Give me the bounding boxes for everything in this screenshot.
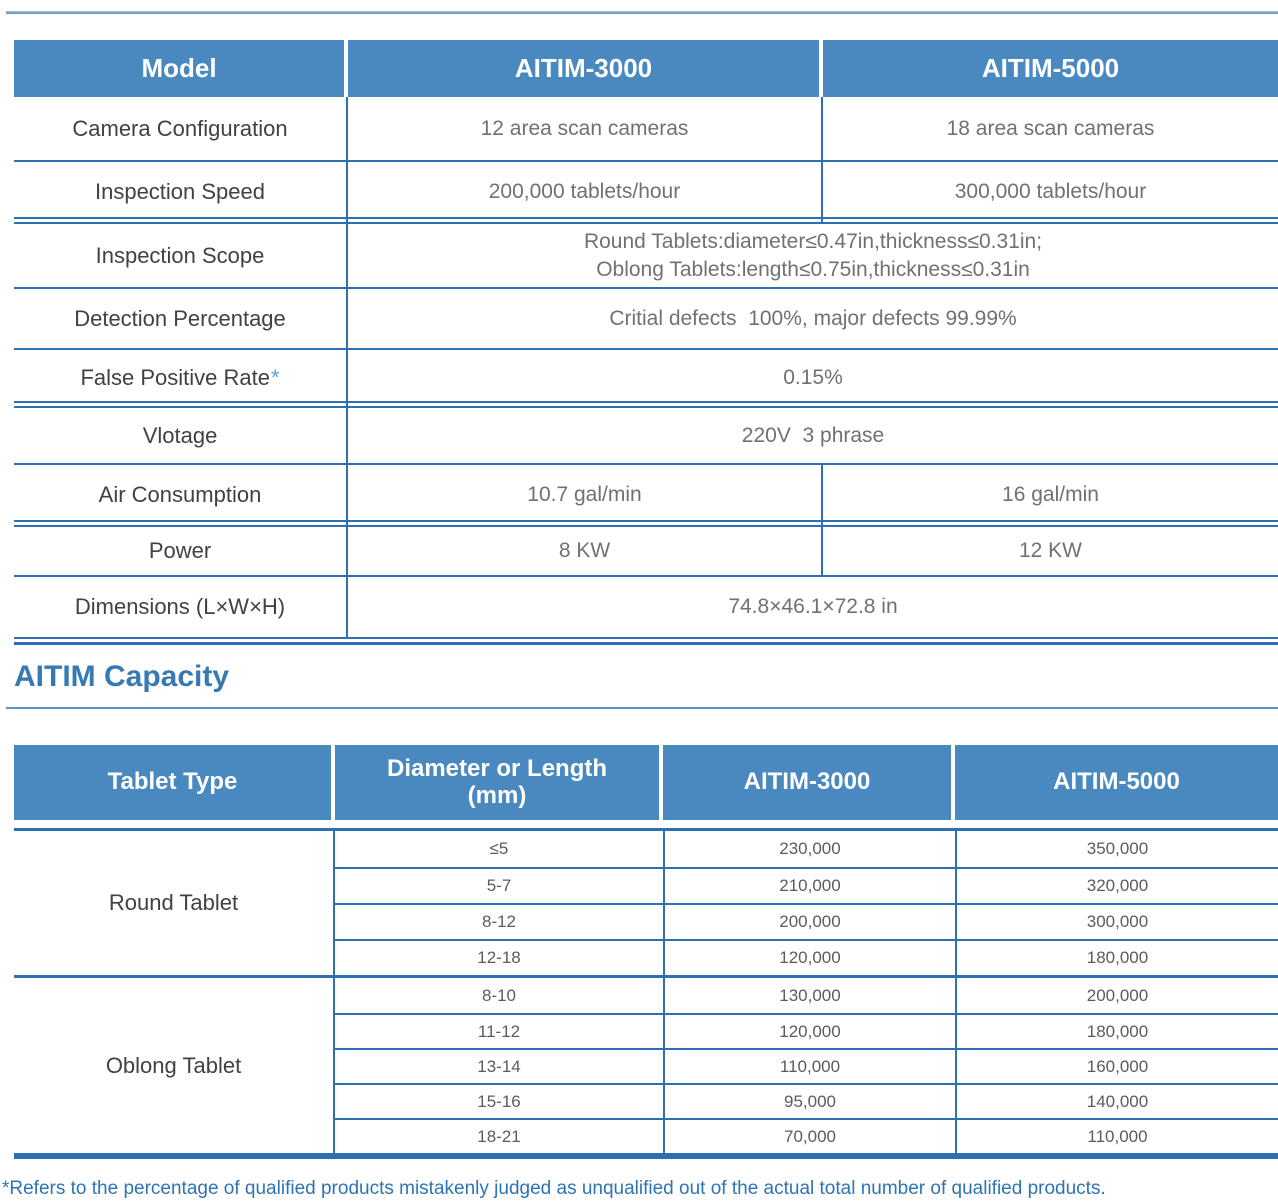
group-label: Round Tablet xyxy=(14,831,335,975)
table-row-detection-percentage xyxy=(14,287,1278,348)
header-diameter-line-1: Diameter or Length xyxy=(386,754,608,782)
table-row-air-consumption xyxy=(14,463,1278,525)
section-title-rule xyxy=(6,707,1278,709)
cell-aitim-3000: 130,000 xyxy=(663,978,955,1013)
table-row-camera-configuration xyxy=(14,97,1278,160)
value-aitim-5000: 300,000 tablets/hour xyxy=(954,180,1147,203)
table-row xyxy=(335,903,1278,939)
header-aitim-3000: AITIM-3000 xyxy=(348,40,823,97)
cell-size: 11-12 xyxy=(477,1021,521,1041)
table-row xyxy=(335,1013,1278,1048)
header-diameter-or-length xyxy=(335,745,663,820)
capacity-group-oblong xyxy=(14,975,1278,1153)
row-label: Inspection Speed xyxy=(14,162,348,222)
cell-size: 18-21 xyxy=(477,1126,521,1146)
value-merged: 0.15% xyxy=(783,366,843,390)
scope-line-1: Round Tablets:diameter≤0.47in,thickness≤0.31in; xyxy=(583,229,1043,253)
cell-aitim-3000: 210,000 xyxy=(663,869,955,903)
cell-size: 15-16 xyxy=(477,1091,521,1111)
header-aitim-5000: AITIM-5000 xyxy=(823,40,1278,97)
cell-aitim-3000: 230,000 xyxy=(663,831,955,867)
header-aitim-3000: AITIM-3000 xyxy=(663,745,955,820)
row-label: Camera Configuration xyxy=(14,97,348,160)
table-row-power xyxy=(14,525,1278,575)
spec-table xyxy=(14,40,1278,645)
cell-aitim-5000: 200,000 xyxy=(955,978,1278,1013)
value-merged xyxy=(348,224,1278,287)
value-merged: 74.8×46.1×72.8 in xyxy=(728,595,898,619)
cell-aitim-5000: 180,000 xyxy=(955,941,1278,975)
value-aitim-3000: 10.7 gal/min xyxy=(348,465,823,525)
value-aitim-5000: 16 gal/min xyxy=(1002,483,1099,506)
cell-size: ≤5 xyxy=(489,839,509,858)
header-model: Model xyxy=(14,40,348,97)
value-merged: 220V 3 phrase xyxy=(741,423,885,447)
table-row-dimensions xyxy=(14,575,1278,637)
cell-aitim-5000: 180,000 xyxy=(955,1015,1278,1048)
cell-aitim-3000: 120,000 xyxy=(663,1015,955,1048)
cell-size: 8-10 xyxy=(481,985,517,1005)
cell-aitim-3000: 95,000 xyxy=(663,1085,955,1118)
section-title: AITIM Capacity xyxy=(14,660,230,693)
cell-aitim-5000: 140,000 xyxy=(955,1085,1278,1118)
header-aitim-5000: AITIM-5000 xyxy=(955,745,1278,820)
table-row xyxy=(335,1083,1278,1118)
cell-aitim-5000: 160,000 xyxy=(955,1050,1278,1083)
footnote-text: *Refers to the percentage of qualified products mistakenly judged as unqualified out of the actual total number of qualified products. xyxy=(2,1178,1106,1199)
capacity-group-round xyxy=(14,831,1278,975)
top-rule xyxy=(6,11,1278,14)
value-merged: Critial defects 100%, major defects 99.99% xyxy=(609,306,1017,330)
group-label: Oblong Tablet xyxy=(14,978,335,1153)
cell-aitim-3000: 110,000 xyxy=(663,1050,955,1083)
cell-aitim-3000: 120,000 xyxy=(663,941,955,975)
row-label: Air Consumption xyxy=(14,465,348,525)
cell-aitim-5000: 320,000 xyxy=(955,869,1278,903)
value-aitim-3000: 12 area scan cameras xyxy=(348,97,823,160)
value-aitim-3000: 8 KW xyxy=(348,527,823,575)
row-label: Vlotage xyxy=(14,408,348,463)
value-aitim-5000: 18 area scan cameras xyxy=(946,116,1155,140)
capacity-header-row xyxy=(14,745,1278,820)
cell-aitim-3000: 200,000 xyxy=(663,905,955,939)
table-row-inspection-scope xyxy=(14,222,1278,287)
cell-size: 13-14 xyxy=(477,1056,521,1076)
spec-table-header-row xyxy=(14,40,1278,97)
row-label xyxy=(14,350,348,406)
table-row-inspection-speed xyxy=(14,160,1278,222)
row-label: Detection Percentage xyxy=(14,289,348,348)
cell-size: 12-18 xyxy=(477,948,521,967)
cell-aitim-5000: 350,000 xyxy=(955,831,1278,867)
value-aitim-3000: 200,000 tablets/hour xyxy=(348,162,823,222)
row-label-text: False Positive Rate xyxy=(80,365,270,390)
capacity-table xyxy=(14,745,1278,1159)
row-label: Power xyxy=(14,527,348,575)
scope-line-2: Oblong Tablets:length≤0.75in,thickness≤0.31in xyxy=(596,257,1030,281)
cell-aitim-3000: 70,000 xyxy=(663,1120,955,1153)
table-row-voltage xyxy=(14,406,1278,463)
cell-size: 5-7 xyxy=(486,876,512,895)
cell-size: 8-12 xyxy=(481,912,517,931)
header-tablet-type: Tablet Type xyxy=(14,745,335,820)
table-row xyxy=(335,1048,1278,1083)
footnote-asterisk: * xyxy=(270,365,280,390)
capacity-table-body xyxy=(14,828,1278,1159)
spec-table-bottom-rule xyxy=(14,637,1278,645)
row-label: Dimensions (L×W×H) xyxy=(14,577,348,637)
value-aitim-5000: 12 KW xyxy=(1018,539,1083,562)
row-label: Inspection Scope xyxy=(14,224,348,287)
table-row xyxy=(335,939,1278,975)
table-row-false-positive-rate xyxy=(14,348,1278,406)
table-row xyxy=(335,978,1278,1013)
table-row xyxy=(335,831,1278,867)
header-diameter-line-2: (mm) xyxy=(467,781,527,809)
cell-aitim-5000: 110,000 xyxy=(955,1120,1278,1153)
table-row xyxy=(335,867,1278,903)
cell-aitim-5000: 300,000 xyxy=(955,905,1278,939)
table-row xyxy=(335,1118,1278,1153)
